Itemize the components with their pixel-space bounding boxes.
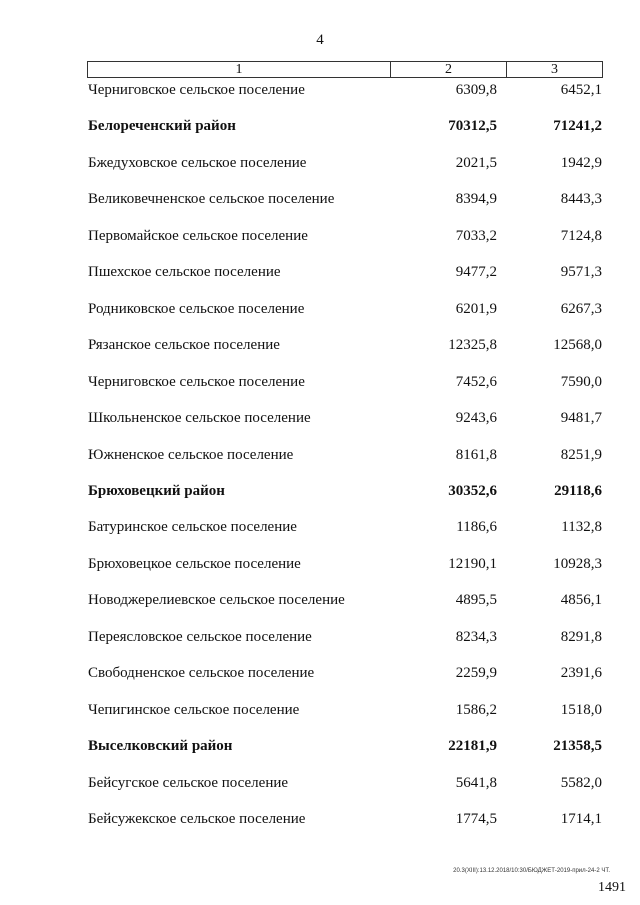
- value-column-3: 5582,0: [560, 774, 602, 791]
- table-row: [0, 298, 640, 320]
- table-row: [0, 516, 640, 538]
- value-column-3: 4856,1: [560, 592, 602, 609]
- district-name: Белореченский район: [88, 118, 236, 135]
- value-column-2: 12190,1: [448, 555, 497, 572]
- settlement-name: Бжедуховское сельское поселение: [88, 154, 307, 171]
- value-column-3: 9571,3: [560, 264, 602, 281]
- value-column-2: 8161,8: [455, 446, 497, 463]
- value-column-3: 8251,9: [560, 446, 602, 463]
- settlement-name: Южненское сельское поселение: [88, 446, 294, 463]
- value-column-2: 4895,5: [455, 592, 497, 609]
- table-row: [0, 444, 640, 466]
- settlement-name: Великовечненское сельское поселение: [88, 191, 335, 208]
- value-column-3: 9481,7: [560, 410, 602, 427]
- table-row: [0, 334, 640, 356]
- table-row: [0, 589, 640, 611]
- value-column-2: 22181,9: [448, 738, 497, 755]
- value-column-2: 70312,5: [448, 118, 497, 135]
- value-column-3: 2391,6: [560, 665, 602, 682]
- settlement-name: Черниговское сельское поселение: [88, 373, 305, 390]
- district-name: Брюховецкий район: [88, 482, 225, 499]
- value-column-2: 8234,3: [455, 628, 497, 645]
- value-column-2: 2021,5: [455, 154, 497, 171]
- settlement-name: Родниковское сельское поселение: [88, 300, 305, 317]
- settlement-name: Брюховецкое сельское поселение: [88, 555, 301, 572]
- value-column-3: 10928,3: [553, 555, 602, 572]
- district-row: [0, 735, 640, 757]
- value-column-3: 1132,8: [561, 519, 602, 536]
- table-row: [0, 699, 640, 721]
- value-column-2: 6309,8: [455, 82, 497, 98]
- table-row: [0, 371, 640, 393]
- value-column-3: 12568,0: [553, 337, 602, 354]
- table-row: [0, 808, 640, 830]
- table-row: [0, 225, 640, 247]
- value-column-2: 30352,6: [448, 482, 497, 499]
- value-column-3: 8443,3: [560, 191, 602, 208]
- settlement-name: Новоджерелиевское сельское поселение: [88, 592, 345, 609]
- value-column-3: 7124,8: [560, 227, 602, 244]
- value-column-3: 7590,0: [560, 373, 602, 390]
- settlement-name: Пшехское сельское поселение: [88, 264, 281, 281]
- table-row: [0, 626, 640, 648]
- value-column-2: 12325,8: [448, 337, 497, 354]
- district-row: [0, 115, 640, 137]
- settlement-name: Переясловское сельское поселение: [88, 628, 312, 645]
- table-row: [0, 553, 640, 575]
- value-column-2: 9243,6: [455, 410, 497, 427]
- settlement-name: Школьненское сельское поселение: [88, 410, 311, 427]
- column-header-2: 2: [391, 62, 507, 77]
- value-column-3: 1942,9: [560, 154, 602, 171]
- value-column-3: 21358,5: [553, 738, 602, 755]
- column-header-3: 3: [551, 62, 558, 77]
- value-column-2: 1586,2: [455, 701, 497, 718]
- value-column-3: 1714,1: [560, 811, 602, 827]
- settlement-name: Чепигинское сельское поселение: [88, 701, 300, 718]
- table-row: [0, 662, 640, 684]
- column-header-1: 1: [88, 62, 391, 77]
- sheet-number: 1491: [598, 880, 626, 895]
- value-column-3: 6267,3: [560, 300, 602, 317]
- value-column-2: 9477,2: [455, 264, 497, 281]
- value-column-3: 71241,2: [553, 118, 602, 135]
- value-column-2: 1774,5: [455, 811, 497, 827]
- settlement-name: Рязанское сельское поселение: [88, 337, 280, 354]
- value-column-2: 2259,9: [455, 665, 497, 682]
- page-number: 4: [316, 32, 324, 48]
- table-row: [0, 772, 640, 794]
- settlement-name: Первомайское сельское поселение: [88, 227, 308, 244]
- value-column-2: 7452,6: [455, 373, 497, 390]
- value-column-3: 29118,6: [554, 482, 602, 499]
- value-column-3: 8291,8: [560, 628, 602, 645]
- footer-document-code: 20.3(XIII):13.12.2018/10:30/БЮДЖЕТ-2019-прил-24-2 ЧТ.: [453, 868, 610, 874]
- table-header: [87, 61, 603, 78]
- settlement-name: Черниговское сельское поселение: [88, 82, 305, 98]
- settlement-name: Бейсугское сельское поселение: [88, 774, 289, 791]
- table-row: [0, 152, 640, 174]
- table-row: [0, 188, 640, 210]
- value-column-2: 8394,9: [455, 191, 497, 208]
- value-column-3: 1518,0: [560, 701, 602, 718]
- settlement-name: Батуринское сельское поселение: [88, 519, 297, 536]
- district-row: [0, 480, 640, 502]
- table-row: [0, 261, 640, 283]
- value-column-2: 1186,6: [456, 519, 497, 536]
- table-row: [0, 79, 640, 101]
- value-column-2: 7033,2: [455, 227, 497, 244]
- district-name: Выселковский район: [88, 738, 233, 755]
- value-column-3: 6452,1: [560, 82, 602, 98]
- table-row: [0, 407, 640, 429]
- value-column-2: 5641,8: [455, 774, 497, 791]
- settlement-name: Бейсужекское сельское поселение: [88, 811, 306, 827]
- settlement-name: Свободненское сельское поселение: [88, 665, 315, 682]
- value-column-2: 6201,9: [455, 300, 497, 317]
